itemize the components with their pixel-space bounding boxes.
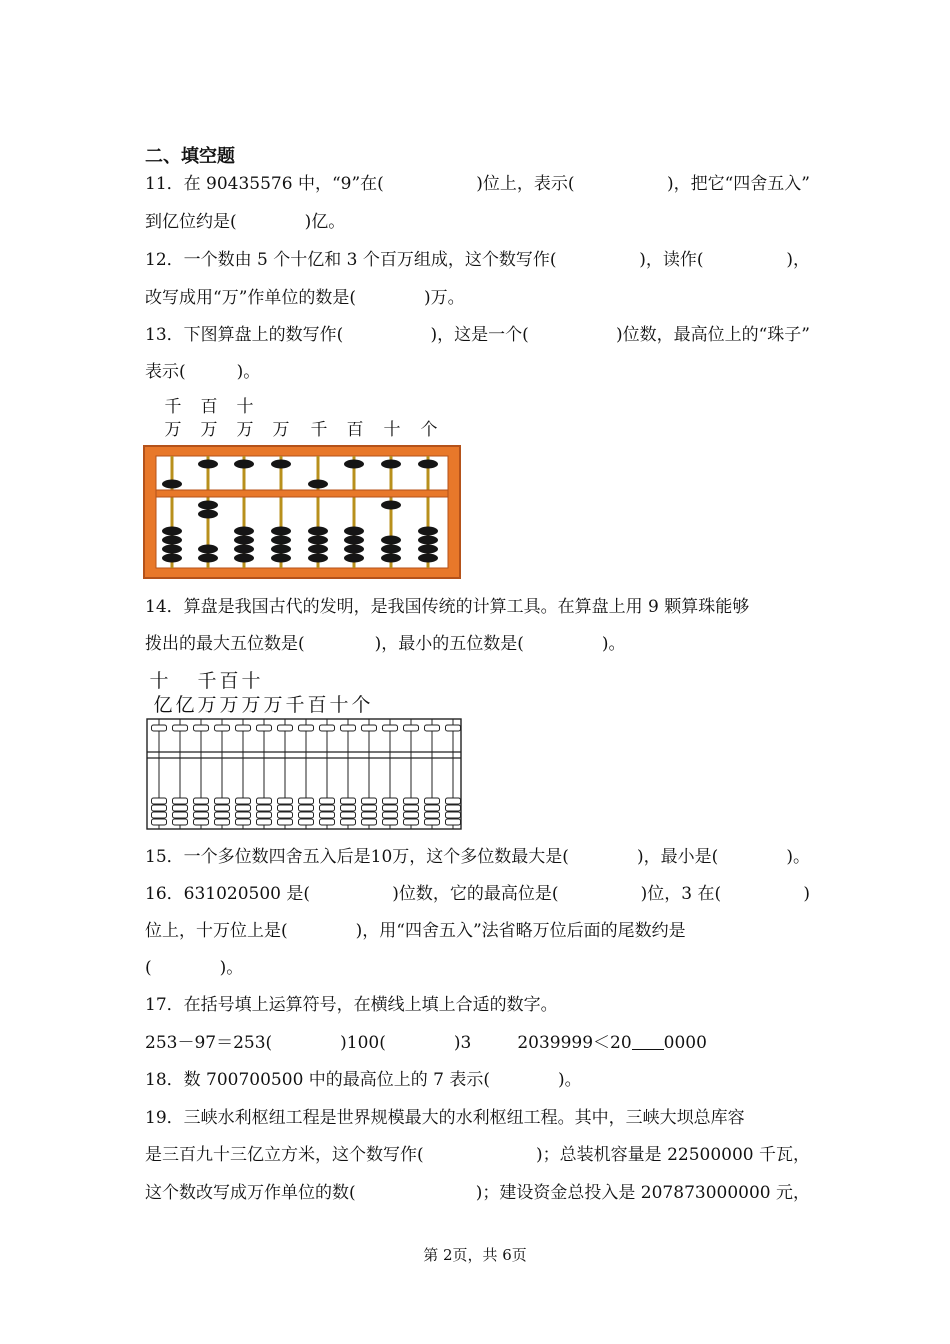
abacus2-lower-bead	[341, 798, 356, 804]
abacus1-lower-bead	[271, 545, 291, 554]
section-title: 二、填空题	[145, 146, 235, 167]
abacus2-lower-bead	[446, 805, 461, 811]
abacus2-lower-bead	[425, 812, 440, 818]
abacus2-lower-bead	[278, 819, 293, 825]
abacus2-upper-bead	[362, 725, 377, 731]
abacus1-place-labels	[0, 396, 950, 444]
q17-expression-2-suffix: 0000	[663, 1033, 707, 1053]
question-17-line-1: 17．在括号填上运算符号，在横线上填上合适的数字。	[145, 995, 558, 1015]
abacus2-lower-bead	[278, 812, 293, 818]
abacus1-lower-bead	[308, 536, 328, 545]
q15-text-b: )，最小是(	[637, 847, 719, 867]
question-13-line-2: 表示( )。	[145, 362, 261, 382]
q13-text-c: )位数，最高位上的“珠子”	[615, 325, 810, 345]
question-18-line-1: 18．数 700700500 中的最高位上的 7 表示( )。	[145, 1070, 582, 1090]
abacus2-label-bottom: 千	[285, 694, 305, 716]
abacus2-upper-bead	[257, 725, 272, 731]
abacus1-lower-bead	[234, 554, 254, 563]
abacus2-label-bottom: 万	[197, 694, 217, 716]
abacus1-lower-bead	[162, 554, 182, 563]
abacus2-lower-bead	[215, 798, 230, 804]
abacus2-lower-bead	[152, 819, 167, 825]
abacus2-lower-bead	[425, 798, 440, 804]
abacus2-lower-bead	[215, 812, 230, 818]
q12-text-b: )，读作(	[639, 250, 704, 270]
q15-text-c: )。	[786, 847, 810, 867]
question-19-line-1: 19．三峡水利枢纽工程是世界规模最大的水利枢纽工程。其中，三峡大坝总库容	[145, 1108, 745, 1128]
q14-text-a: 拨出的最大五位数是(	[145, 634, 305, 654]
abacus2-lower-bead	[320, 812, 335, 818]
abacus1-label-bottom: 万	[200, 420, 218, 440]
abacus-figure-1	[142, 444, 462, 580]
abacus2-label-bottom: 亿	[153, 694, 173, 716]
abacus2-upper-bead	[278, 725, 293, 731]
question-16-line-1	[145, 882, 810, 906]
abacus2-label-bottom: 百	[307, 694, 327, 716]
abacus2-lower-bead	[257, 798, 272, 804]
abacus1-upper-bead	[234, 460, 254, 469]
abacus2-upper-bead	[152, 725, 167, 731]
abacus2-lower-bead	[299, 819, 314, 825]
abacus1-lower-bead	[344, 527, 364, 536]
abacus2-label-top: 十	[149, 670, 169, 692]
abacus1-lower-bead	[234, 536, 254, 545]
abacus2-upper-bead	[215, 725, 230, 731]
abacus2-lower-bead	[152, 812, 167, 818]
abacus2-lower-bead	[341, 812, 356, 818]
question-15-line-1	[145, 845, 810, 869]
abacus1-label-top: 十	[236, 397, 254, 417]
abacus2-lower-bead	[425, 805, 440, 811]
abacus2-upper-bead	[194, 725, 209, 731]
abacus2-lower-bead	[152, 805, 167, 811]
abacus1-lower-bead	[198, 545, 218, 554]
abacus1-lower-bead	[198, 554, 218, 563]
abacus2-upper-bead	[173, 725, 188, 731]
abacus1-lower-bead	[198, 501, 218, 510]
abacus2-lower-bead	[257, 805, 272, 811]
question-13-line-1	[145, 323, 810, 347]
abacus2-lower-bead	[404, 812, 419, 818]
abacus1-lower-bead	[271, 527, 291, 536]
question-17-line-2	[145, 1031, 810, 1055]
abacus1-label-top: 千	[164, 397, 182, 417]
abacus2-lower-bead	[446, 819, 461, 825]
abacus-figure-2	[146, 718, 464, 832]
abacus2-lower-bead	[236, 812, 251, 818]
abacus2-lower-bead	[194, 798, 209, 804]
abacus1-label-bottom: 百	[346, 420, 364, 440]
abacus2-lower-bead	[383, 805, 398, 811]
q12-text-c: )，	[786, 250, 810, 270]
abacus2-label-bottom: 万	[219, 694, 239, 716]
abacus1-label-bottom: 万	[164, 420, 182, 440]
abacus1-lower-bead	[198, 510, 218, 519]
abacus2-lower-bead	[236, 798, 251, 804]
abacus2-upper-bead	[383, 725, 398, 731]
abacus2-lower-bead	[299, 798, 314, 804]
abacus1-lower-bead	[162, 527, 182, 536]
abacus1-lower-bead	[344, 554, 364, 563]
abacus1-lower-bead	[381, 545, 401, 554]
page-footer: 第 2页，共 6页	[423, 1246, 527, 1264]
abacus1-lower-bead	[308, 554, 328, 563]
q11-text-c: )，把它“四舍五入”	[666, 174, 810, 194]
q19-text-b: )；总装机容量是 22500000 千瓦，	[536, 1145, 810, 1165]
abacus2-label-bottom: 万	[241, 694, 261, 716]
abacus2-lower-bead	[278, 805, 293, 811]
question-14-line-2	[145, 632, 810, 656]
q14-text-b: )，最小的五位数是(	[374, 634, 524, 654]
abacus2-upper-bead	[320, 725, 335, 731]
q16-text-c: )位，3 在(	[640, 884, 722, 904]
abacus2-upper-bead	[404, 725, 419, 731]
abacus1-label-bottom: 个	[420, 420, 438, 440]
abacus2-lower-bead	[362, 805, 377, 811]
abacus2-upper-bead	[299, 725, 314, 731]
abacus2-lower-bead	[215, 805, 230, 811]
abacus1-lower-bead	[271, 536, 291, 545]
abacus1-lower-bead	[308, 545, 328, 554]
abacus1-upper-bead	[198, 460, 218, 469]
abacus2-upper-bead	[425, 725, 440, 731]
abacus2-lower-bead	[215, 819, 230, 825]
abacus1-upper-bead	[418, 460, 438, 469]
abacus2-lower-bead	[320, 805, 335, 811]
abacus1-lower-bead	[234, 527, 254, 536]
q17-expression-2-prefix: 2039999＜20	[517, 1033, 632, 1053]
abacus1-lower-bead	[162, 545, 182, 554]
abacus2-label-bottom: 个	[351, 694, 371, 716]
abacus2-lower-bead	[299, 805, 314, 811]
abacus2-lower-bead	[173, 798, 188, 804]
abacus1-lower-bead	[418, 554, 438, 563]
question-16-line-2: 位上，十万位上是( )，用“四舍五入”法省略万位后面的尾数约是	[145, 921, 686, 941]
q11-text-b: )位上，表示(	[476, 174, 575, 194]
q14-text-c: )。	[601, 634, 626, 654]
q19-text-d: )；建设资金总投入是 207873000000 元，	[475, 1183, 810, 1203]
q12-text-a: 12．一个数由 5 个十亿和 3 个百万组成，这个数写作(	[145, 250, 557, 270]
q16-text-d: )	[803, 884, 810, 904]
q16-text-a: 16．631020500 是(	[145, 884, 311, 904]
abacus1-lower-bead	[308, 527, 328, 536]
abacus2-label-bottom: 十	[329, 694, 349, 716]
abacus2-lower-bead	[446, 812, 461, 818]
abacus1-lower-bead	[162, 536, 182, 545]
abacus2-label-bottom: 亿	[175, 694, 195, 716]
abacus1-lower-bead	[418, 545, 438, 554]
abacus1-lower-bead	[381, 501, 401, 510]
abacus1-upper-bead	[162, 480, 182, 489]
abacus2-lower-bead	[152, 798, 167, 804]
abacus1-lower-bead	[344, 536, 364, 545]
abacus1-label-bottom: 万	[236, 420, 254, 440]
abacus1-label-bottom: 千	[310, 420, 328, 440]
abacus1-lower-bead	[418, 527, 438, 536]
abacus2-lower-bead	[404, 819, 419, 825]
question-16-line-3: ( )。	[145, 958, 244, 978]
question-19-line-2	[145, 1143, 810, 1167]
question-14-line-1: 14．算盘是我国古代的发明，是我国传统的计算工具。在算盘上用 9 颗算珠能够	[145, 597, 750, 617]
question-12-line-1	[145, 248, 810, 272]
abacus1-upper-bead	[381, 460, 401, 469]
abacus2-lower-bead	[173, 805, 188, 811]
abacus2-lower-bead	[446, 798, 461, 804]
abacus2-lower-bead	[257, 819, 272, 825]
q13-text-b: )，这是一个(	[430, 325, 529, 345]
q13-text-a: 13．下图算盘上的数写作(	[145, 325, 344, 345]
abacus2-lower-bead	[362, 812, 377, 818]
abacus2-lower-bead	[425, 819, 440, 825]
abacus1-lower-bead	[344, 545, 364, 554]
abacus2-lower-bead	[236, 805, 251, 811]
q16-text-b: )位数，它的最高位是(	[392, 884, 559, 904]
abacus2-lower-bead	[257, 812, 272, 818]
abacus2-lower-bead	[341, 805, 356, 811]
abacus2-upper-bead	[341, 725, 356, 731]
abacus2-label-top: 千	[197, 670, 217, 692]
abacus1-upper-bead	[308, 480, 328, 489]
abacus2-upper-bead	[446, 725, 461, 731]
abacus1-label-top: 百	[200, 397, 218, 417]
q17-expression-1: 253－97＝253( )100( )3	[145, 1033, 472, 1053]
abacus2-place-labels	[0, 670, 950, 720]
abacus2-label-top: 百	[219, 670, 239, 692]
abacus2-lower-bead	[383, 798, 398, 804]
abacus1-label-bottom: 十	[383, 420, 401, 440]
abacus2-lower-bead	[320, 819, 335, 825]
q17-blank-line[interactable]	[632, 1033, 664, 1050]
abacus2-lower-bead	[383, 819, 398, 825]
abacus2-lower-bead	[173, 812, 188, 818]
question-11-line-2: 到亿位约是( )亿。	[145, 212, 346, 232]
abacus1-lower-bead	[381, 536, 401, 545]
abacus1-lower-bead	[381, 554, 401, 563]
abacus1-lower-bead	[271, 554, 291, 563]
abacus2-label-top: 十	[241, 670, 261, 692]
abacus1-lower-bead	[418, 536, 438, 545]
abacus2-lower-bead	[173, 819, 188, 825]
question-11-line-1	[145, 172, 810, 196]
abacus2-upper-bead	[236, 725, 251, 731]
abacus2-lower-bead	[194, 819, 209, 825]
q15-text-a: 15．一个多位数四舍五入后是10万，这个多位数最大是(	[145, 847, 569, 867]
abacus2-label-bottom: 万	[263, 694, 283, 716]
abacus2-lower-bead	[341, 819, 356, 825]
abacus2-lower-bead	[299, 812, 314, 818]
abacus2-lower-bead	[362, 798, 377, 804]
abacus1-lower-bead	[234, 545, 254, 554]
abacus2-lower-bead	[278, 798, 293, 804]
q11-text-a: 11．在 90435576 中，“9”在(	[145, 174, 384, 194]
question-12-line-2: 改写成用“万”作单位的数是( )万。	[145, 288, 465, 308]
abacus1-upper-bead	[344, 460, 364, 469]
abacus1-upper-bead	[271, 460, 291, 469]
abacus2-lower-bead	[320, 798, 335, 804]
abacus2-lower-bead	[194, 805, 209, 811]
abacus2-lower-bead	[404, 805, 419, 811]
abacus1-beam	[156, 490, 448, 497]
abacus2-lower-bead	[383, 812, 398, 818]
abacus2-lower-bead	[236, 819, 251, 825]
abacus1-label-bottom: 万	[272, 420, 290, 440]
q19-text-a: 是三百九十三亿立方米，这个数写作(	[145, 1145, 424, 1165]
abacus2-lower-bead	[194, 812, 209, 818]
abacus2-lower-bead	[362, 819, 377, 825]
q19-text-c: 这个数改写成万作单位的数(	[145, 1183, 356, 1203]
question-19-line-3	[145, 1181, 810, 1205]
abacus2-lower-bead	[404, 798, 419, 804]
